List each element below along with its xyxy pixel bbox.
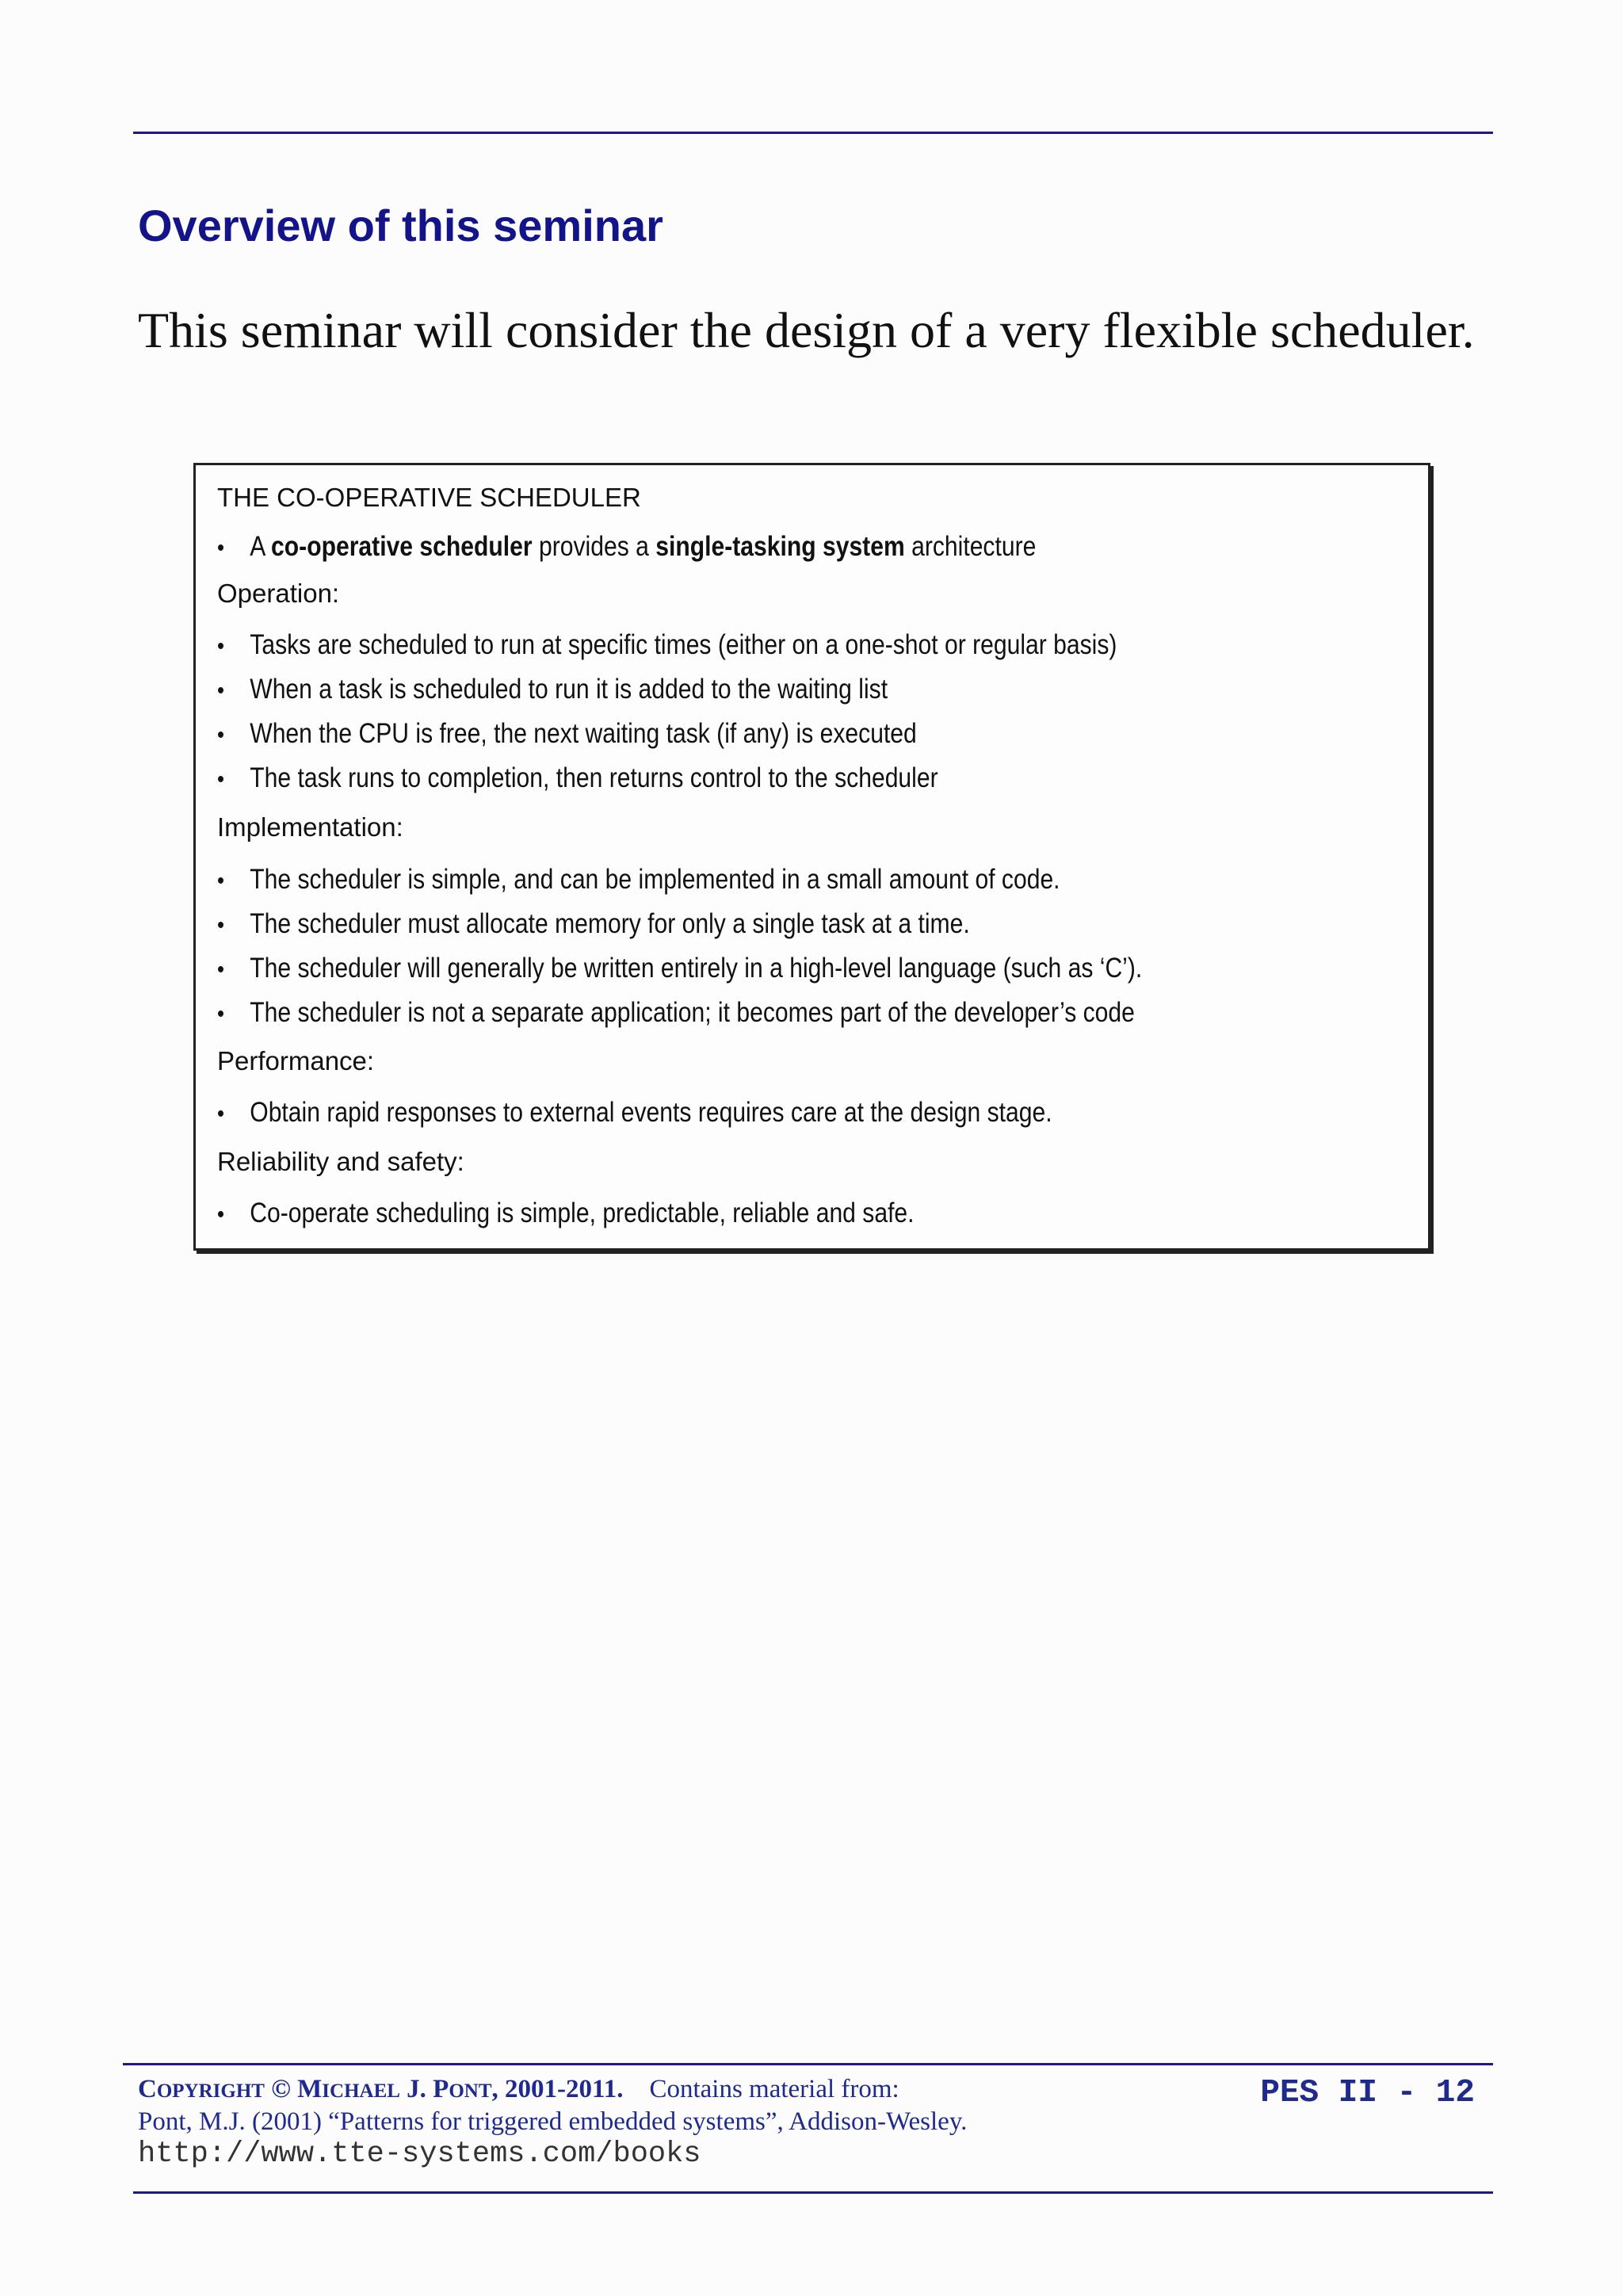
lead-bullet [217, 531, 1036, 563]
lead-text-post: architecture [904, 531, 1037, 562]
bullet-icon: • [217, 766, 225, 793]
reliability-label: Reliability and safety: [217, 1147, 464, 1176]
footer-bottom-rule [133, 2191, 1493, 2194]
intro-sentence: This seminar will consider the design of a very flexible scheduler. [138, 302, 1475, 358]
copyright-initial: C [138, 2075, 157, 2103]
list-item [217, 674, 888, 705]
implementation-label: Implementation: [217, 812, 403, 842]
footer-copyright [138, 2075, 899, 2104]
footer-top-rule [123, 2063, 1493, 2065]
bullet-icon: • [217, 957, 225, 983]
lead-text-mid: provides a [532, 531, 656, 562]
list-item [217, 953, 1142, 984]
header-rule [133, 132, 1493, 134]
bullet-icon: • [217, 722, 225, 748]
contains-material-note: Contains material from: [623, 2075, 899, 2103]
list-item-text: The scheduler will generally be written entirely in a high-level language (such as ‘C’). [250, 953, 1143, 984]
footer-reference: Pont, M.J. (2001) “Patterns for triggered embedded systems”, Addison-Wesley. [138, 2107, 968, 2136]
bullet-icon: • [217, 678, 225, 704]
copyright-years: , 2001-2011. [491, 2075, 624, 2103]
list-item [217, 718, 917, 750]
bullet-icon: • [217, 1001, 225, 1027]
bullet-icon: • [217, 868, 225, 894]
list-item-text: The task runs to completion, then returns control to the scheduler [250, 762, 938, 793]
footer-url: http://www.tte-systems.com/books [138, 2137, 701, 2171]
list-item [217, 864, 1060, 896]
list-item-text: Co-operate scheduling is simple, predictable, reliable and safe. [250, 1198, 915, 1228]
lead-text-pre: A [250, 531, 272, 562]
page-title: Overview of this seminar [138, 201, 663, 250]
list-item [217, 1097, 1052, 1129]
scheduler-summary-box [193, 463, 1430, 1251]
lead-bold-term-2: single-tasking system [655, 531, 905, 562]
list-item [217, 997, 1135, 1029]
bullet-icon: • [217, 1101, 225, 1127]
author-initial-p: P [433, 2075, 449, 2103]
list-item-text: The scheduler must allocate memory for only a single task at a time. [250, 908, 970, 939]
copyright-rest: OPYRIGHT [156, 2080, 265, 2102]
author-last-rest: ONT [449, 2080, 492, 2102]
list-item [217, 629, 1117, 661]
author-first-rest: ICHAEL [322, 2080, 400, 2102]
list-item-text: When a task is scheduled to run it is added to the waiting list [250, 674, 888, 705]
list-item [217, 1198, 915, 1229]
list-item-text: The scheduler is not a separate application; it becomes part of the developer’s code [250, 997, 1135, 1028]
copyright-symbol: © [264, 2075, 298, 2103]
list-item [217, 908, 970, 940]
box-heading: THE CO-OPERATIVE SCHEDULER [217, 483, 641, 512]
performance-label: Performance: [217, 1046, 375, 1075]
list-item-text: When the CPU is free, the next waiting task (if any) is executed [250, 718, 917, 749]
list-item [217, 762, 938, 794]
list-item-text: The scheduler is simple, and can be implemented in a small amount of code. [250, 864, 1060, 895]
bullet-icon: • [217, 1201, 225, 1228]
bullet-icon: • [217, 633, 225, 659]
list-item-text: Obtain rapid responses to external events requires care at the design stage. [250, 1097, 1052, 1128]
author-middle: J. [399, 2075, 433, 2103]
operation-label: Operation: [217, 579, 340, 608]
bullet-icon: • [217, 535, 225, 561]
list-item-text: Tasks are scheduled to run at specific times (either on a one-shot or regular basis) [250, 629, 1117, 660]
page-number: PES II - 12 [1260, 2075, 1475, 2111]
author-initial-m: M [297, 2075, 323, 2103]
bullet-icon: • [217, 912, 225, 938]
lead-bold-term-1: co-operative scheduler [271, 531, 533, 562]
